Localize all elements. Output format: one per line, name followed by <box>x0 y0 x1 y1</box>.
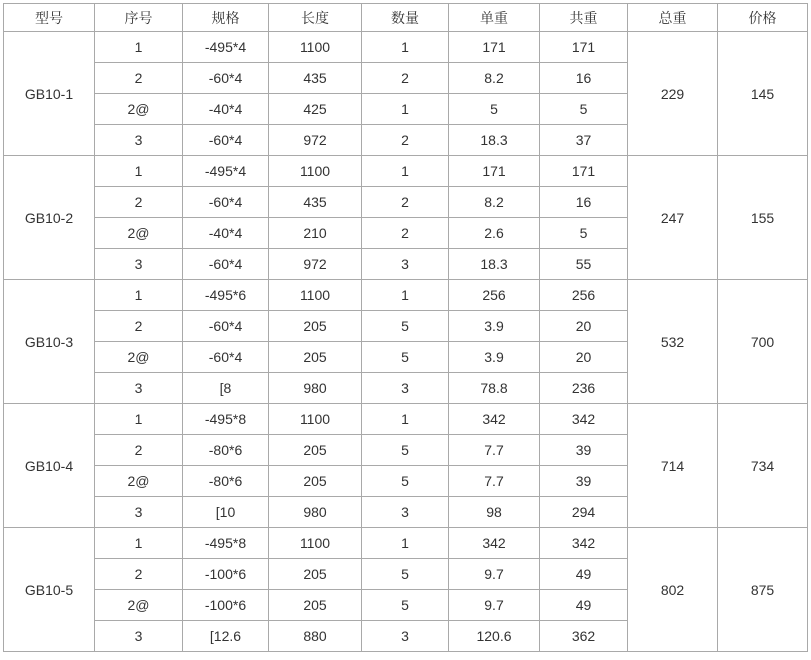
length-cell: 205 <box>269 590 362 621</box>
total-weight-cell: 20 <box>540 342 628 373</box>
seq-cell: 3 <box>95 621 183 652</box>
seq-cell: 3 <box>95 497 183 528</box>
col-header-spec: 规格 <box>183 4 269 32</box>
qty-cell: 2 <box>362 218 449 249</box>
gross-weight-cell: 802 <box>628 528 718 652</box>
spec-cell: -60*4 <box>183 249 269 280</box>
spec-cell: [10 <box>183 497 269 528</box>
table-row <box>4 32 808 63</box>
spec-cell: -495*6 <box>183 280 269 311</box>
seq-cell: 2@ <box>95 590 183 621</box>
qty-cell: 3 <box>362 621 449 652</box>
unit-weight-cell: 18.3 <box>449 249 540 280</box>
qty-cell: 1 <box>362 280 449 311</box>
seq-cell: 1 <box>95 280 183 311</box>
length-cell: 435 <box>269 187 362 218</box>
total-weight-cell: 39 <box>540 466 628 497</box>
qty-cell: 1 <box>362 32 449 63</box>
length-cell: 1100 <box>269 404 362 435</box>
unit-weight-cell: 120.6 <box>449 621 540 652</box>
spec-table <box>3 3 808 652</box>
seq-cell: 3 <box>95 373 183 404</box>
qty-cell: 5 <box>362 342 449 373</box>
total-weight-cell: 49 <box>540 590 628 621</box>
qty-cell: 2 <box>362 187 449 218</box>
spec-cell: -40*4 <box>183 94 269 125</box>
total-weight-cell: 39 <box>540 435 628 466</box>
total-weight-cell: 49 <box>540 559 628 590</box>
col-header-qty: 数量 <box>362 4 449 32</box>
unit-weight-cell: 98 <box>449 497 540 528</box>
price-cell: 875 <box>718 528 808 652</box>
seq-cell: 2@ <box>95 94 183 125</box>
qty-cell: 5 <box>362 559 449 590</box>
total-weight-cell: 171 <box>540 32 628 63</box>
total-weight-cell: 362 <box>540 621 628 652</box>
seq-cell: 2 <box>95 559 183 590</box>
total-weight-cell: 171 <box>540 156 628 187</box>
spec-cell: [8 <box>183 373 269 404</box>
length-cell: 205 <box>269 311 362 342</box>
spec-cell: -495*4 <box>183 32 269 63</box>
seq-cell: 1 <box>95 528 183 559</box>
col-header-price: 价格 <box>718 4 808 32</box>
spec-cell: -60*4 <box>183 187 269 218</box>
spec-cell: -40*4 <box>183 218 269 249</box>
unit-weight-cell: 8.2 <box>449 187 540 218</box>
spec-cell: -100*6 <box>183 590 269 621</box>
length-cell: 972 <box>269 249 362 280</box>
spec-cell: -80*6 <box>183 435 269 466</box>
unit-weight-cell: 18.3 <box>449 125 540 156</box>
spec-cell: -495*8 <box>183 528 269 559</box>
unit-weight-cell: 3.9 <box>449 311 540 342</box>
unit-weight-cell: 256 <box>449 280 540 311</box>
seq-cell: 2@ <box>95 218 183 249</box>
length-cell: 205 <box>269 466 362 497</box>
qty-cell: 3 <box>362 373 449 404</box>
col-header-length: 长度 <box>269 4 362 32</box>
length-cell: 880 <box>269 621 362 652</box>
total-weight-cell: 5 <box>540 218 628 249</box>
gross-weight-cell: 229 <box>628 32 718 156</box>
unit-weight-cell: 5 <box>449 94 540 125</box>
gross-weight-cell: 714 <box>628 404 718 528</box>
price-cell: 734 <box>718 404 808 528</box>
total-weight-cell: 16 <box>540 187 628 218</box>
qty-cell: 3 <box>362 249 449 280</box>
col-header-total-weight: 共重 <box>540 4 628 32</box>
spec-cell: -495*4 <box>183 156 269 187</box>
qty-cell: 5 <box>362 435 449 466</box>
seq-cell: 2 <box>95 311 183 342</box>
qty-cell: 5 <box>362 466 449 497</box>
total-weight-cell: 16 <box>540 63 628 94</box>
spec-cell: -60*4 <box>183 311 269 342</box>
gross-weight-cell: 532 <box>628 280 718 404</box>
total-weight-cell: 5 <box>540 94 628 125</box>
qty-cell: 2 <box>362 63 449 94</box>
length-cell: 425 <box>269 94 362 125</box>
length-cell: 205 <box>269 342 362 373</box>
model-cell: GB10-4 <box>4 404 95 528</box>
spec-cell: -60*4 <box>183 125 269 156</box>
qty-cell: 1 <box>362 404 449 435</box>
qty-cell: 1 <box>362 94 449 125</box>
header-row <box>4 4 808 32</box>
seq-cell: 2@ <box>95 466 183 497</box>
total-weight-cell: 236 <box>540 373 628 404</box>
qty-cell: 5 <box>362 311 449 342</box>
seq-cell: 2 <box>95 187 183 218</box>
spec-cell: -495*8 <box>183 404 269 435</box>
unit-weight-cell: 342 <box>449 528 540 559</box>
price-cell: 700 <box>718 280 808 404</box>
total-weight-cell: 37 <box>540 125 628 156</box>
total-weight-cell: 342 <box>540 528 628 559</box>
seq-cell: 1 <box>95 404 183 435</box>
table-row <box>4 280 808 311</box>
length-cell: 210 <box>269 218 362 249</box>
unit-weight-cell: 7.7 <box>449 435 540 466</box>
price-cell: 155 <box>718 156 808 280</box>
total-weight-cell: 55 <box>540 249 628 280</box>
unit-weight-cell: 9.7 <box>449 590 540 621</box>
length-cell: 1100 <box>269 280 362 311</box>
qty-cell: 1 <box>362 156 449 187</box>
qty-cell: 1 <box>362 528 449 559</box>
seq-cell: 2 <box>95 63 183 94</box>
seq-cell: 1 <box>95 32 183 63</box>
length-cell: 1100 <box>269 156 362 187</box>
length-cell: 1100 <box>269 32 362 63</box>
length-cell: 972 <box>269 125 362 156</box>
unit-weight-cell: 171 <box>449 156 540 187</box>
col-header-unit-weight: 单重 <box>449 4 540 32</box>
unit-weight-cell: 9.7 <box>449 559 540 590</box>
unit-weight-cell: 7.7 <box>449 466 540 497</box>
unit-weight-cell: 342 <box>449 404 540 435</box>
qty-cell: 5 <box>362 590 449 621</box>
length-cell: 1100 <box>269 528 362 559</box>
qty-cell: 3 <box>362 497 449 528</box>
seq-cell: 1 <box>95 156 183 187</box>
unit-weight-cell: 78.8 <box>449 373 540 404</box>
seq-cell: 2 <box>95 435 183 466</box>
seq-cell: 3 <box>95 249 183 280</box>
total-weight-cell: 256 <box>540 280 628 311</box>
model-cell: GB10-3 <box>4 280 95 404</box>
price-cell: 145 <box>718 32 808 156</box>
total-weight-cell: 294 <box>540 497 628 528</box>
seq-cell: 2@ <box>95 342 183 373</box>
table-row <box>4 528 808 559</box>
qty-cell: 2 <box>362 125 449 156</box>
col-header-seq: 序号 <box>95 4 183 32</box>
col-header-gross-weight: 总重 <box>628 4 718 32</box>
unit-weight-cell: 3.9 <box>449 342 540 373</box>
spec-cell: -80*6 <box>183 466 269 497</box>
length-cell: 205 <box>269 559 362 590</box>
model-cell: GB10-1 <box>4 32 95 156</box>
total-weight-cell: 342 <box>540 404 628 435</box>
unit-weight-cell: 2.6 <box>449 218 540 249</box>
length-cell: 980 <box>269 497 362 528</box>
length-cell: 205 <box>269 435 362 466</box>
spec-cell: [12.6 <box>183 621 269 652</box>
seq-cell: 3 <box>95 125 183 156</box>
table-row <box>4 156 808 187</box>
model-cell: GB10-5 <box>4 528 95 652</box>
unit-weight-cell: 171 <box>449 32 540 63</box>
gross-weight-cell: 247 <box>628 156 718 280</box>
length-cell: 980 <box>269 373 362 404</box>
total-weight-cell: 20 <box>540 311 628 342</box>
spec-cell: -100*6 <box>183 559 269 590</box>
col-header-model: 型号 <box>4 4 95 32</box>
spec-cell: -60*4 <box>183 342 269 373</box>
table-row <box>4 404 808 435</box>
length-cell: 435 <box>269 63 362 94</box>
model-cell: GB10-2 <box>4 156 95 280</box>
unit-weight-cell: 8.2 <box>449 63 540 94</box>
spec-table-body <box>4 32 808 652</box>
spec-cell: -60*4 <box>183 63 269 94</box>
